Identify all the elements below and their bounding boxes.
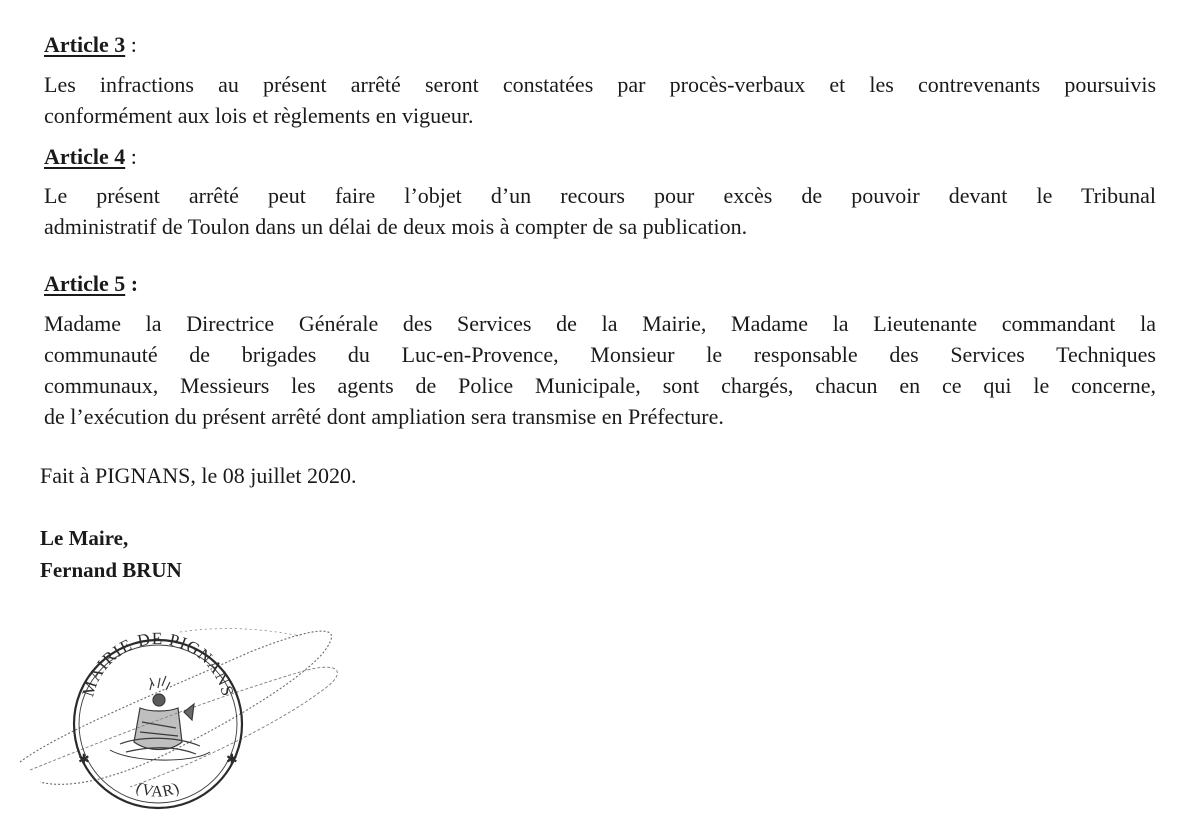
article-4-heading	[44, 143, 137, 171]
seal-icon	[0, 612, 360, 818]
article-3-line-2: conformément aux lois et règlements en vigueur.	[44, 103, 474, 128]
article-5-line-2: communauté de brigades du Luc-en-Provence, Monsieur le responsable des Services Techniques	[44, 342, 1156, 367]
seal-bottom-text: (VAR)	[133, 779, 183, 801]
signatory-name: Fernand BRUN	[40, 558, 182, 582]
seal-top-text: MAIRIE DE PIGNANS	[78, 628, 238, 699]
article-4-title: Article 4	[44, 144, 126, 169]
article-4-line-2: administratif de Toulon dans un délai de deux mois à compter de sa publication.	[44, 214, 748, 239]
article-5-line-1: Madame la Directrice Générale des Services de la Mairie, Madame la Lieutenante commandant la	[44, 311, 1156, 336]
article-3-line-1: Les infractions au présent arrêté seront constatées par procès-verbaux et les contrevenants poursuivis	[44, 72, 1156, 97]
svg-text:(VAR)	[133, 779, 182, 800]
svg-text:✱: ✱	[78, 753, 90, 768]
article-3-colon: :	[125, 32, 137, 57]
article-5-line-3: communaux, Messieurs les agents de Police Municipale, sont chargés, chacun en ce qui le concerne,	[44, 373, 1156, 398]
article-5-heading	[44, 270, 138, 298]
article-5-line-4: de l’exécution du présent arrêté dont ampliation sera transmise en Préfecture.	[44, 404, 724, 429]
mairie-seal-stamp	[0, 612, 360, 818]
article-3-body	[44, 69, 1156, 131]
article-4-line-1: Le présent arrêté peut faire l’objet d’un recours pour excès de pouvoir devant le Tribunal	[44, 183, 1156, 208]
article-3-title: Article 3	[44, 32, 126, 57]
article-5-title: Article 5	[44, 271, 126, 296]
signatory-role: Le Maire,	[40, 526, 129, 550]
article-5-colon: :	[125, 271, 139, 296]
svg-text:MAIRIE DE PIGNANS	[78, 629, 237, 699]
place-date: Fait à PIGNANS, le 08 juillet 2020.	[40, 463, 357, 488]
article-3-heading	[44, 31, 137, 59]
article-4-colon: :	[125, 144, 137, 169]
signature-block	[40, 522, 182, 586]
article-5-body	[44, 308, 1156, 432]
article-4-body	[44, 180, 1156, 242]
svg-text:✱: ✱	[226, 753, 238, 768]
